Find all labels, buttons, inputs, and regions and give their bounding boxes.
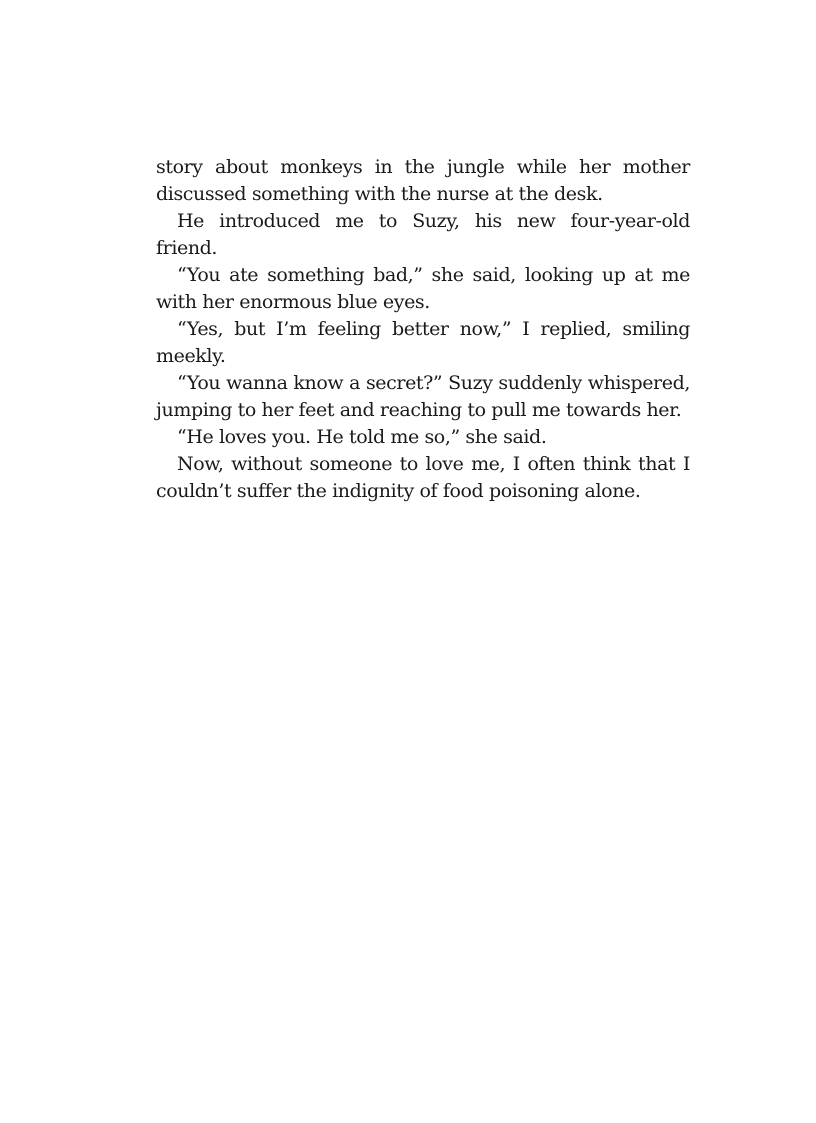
paragraph-continuation: story about monkeys in the jungle while her mother discussed something with the nurse at the desk. [156, 156, 690, 205]
paragraph-dialogue-loves: “He loves you. He told me so,” she said. [177, 426, 547, 448]
paragraph-closing: Now, without someone to love me, I often think that I couldn’t suffer the indignity of food poisoning alone. [156, 453, 690, 502]
paragraph-dialogue-secret: “You wanna know a secret?” Suzy suddenly whispered, jumping to her feet and reaching to pull me towards her. [156, 372, 690, 421]
paragraph-dialogue-suzy: “You ate something bad,” she said, looking up at me with her enormous blue eyes. [156, 264, 690, 313]
paragraph-introduction: He introduced me to Suzy, his new four-year-old friend. [156, 210, 690, 259]
paragraph-dialogue-reply: “Yes, but I’m feeling better now,” I replied, smiling meekly. [156, 318, 690, 367]
body-text [156, 154, 690, 505]
